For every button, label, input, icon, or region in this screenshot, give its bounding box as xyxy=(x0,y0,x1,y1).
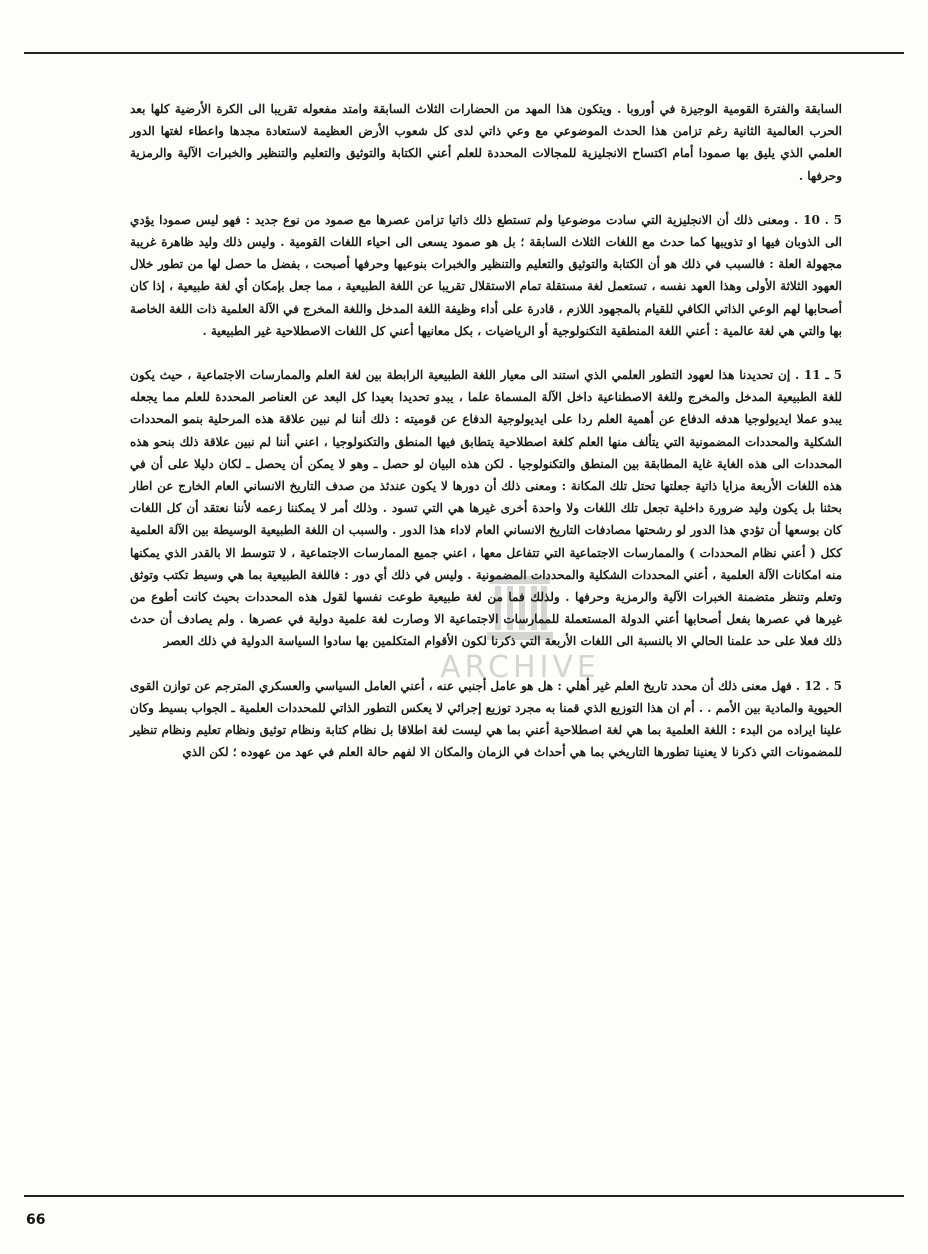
paragraph-intro: السابقة والفترة القومية الوجيزة في أوروبا . ويتكون هذا المهد من الحضارات الثلاث السابقة وامتد مفعوله تقريبا الى الكرة الأرضية كلها بعد الحرب العالمية الثانية رغم تزامن هذا الحدث الموضوعي مع وعي ذاتي لدى كل شعوب الأرض العظيمة لاستعادة مجدها واعطاء لغتها الدور العلمي الذي يليق بها صمودا أمام اكتساح الانجليزية للمجالات المحددة للعلم أعني الكتابة والتوثيق والتعليم والتنظير والخبرات الآلية والرمزية وحرفها . xyxy=(130,102,842,183)
paragraph-5-11: 5 ـ 11 . إن تحديدنا هذا لعهود التطور العلمي الذي استند الى معيار اللغة الطبيعية الرابطة بين لغة العلم والممارسات الاجتماعية ، حيث يكون للغة الطبيعية المدخل والمخرج وللغة الاصطناعية داخل الآلة المسماة علما ، يبدو تحديدا بعيدا كل البعد عن العناصر المحددة للعلم مما يجعله يبدو عملا ايديولوجيا هدفه الدفاع عن أهمية العلم ردا على ايديولوجية الدفاع عن قوميته : ذلك أننا لم نبين علاقة هذه المرحلية بنمو المحددات الشكلية والمحددات المضمونية التي يتألف منها العلم كلغة اصطلاحية يتطابق فيها المنطق والتكنولوجيا ، اعني أننا لم نبين علاقة ذلك بنحو هذه المحددات الى هذه الغاية غاية المطابقة بين المنطق والتكنولوجيا . لكن هذه البيان لو حصل ـ وهو لا يمكن أن يحصل ـ لكان دليلا على أن في هذه اللغات الأربعة مزايا ذاتية جعلتها تحتل تلك المكانة : ومعنى ذلك أن دورها لا يكون عندئذ من صدف التاريخ الانساني العام الخارج عن اطار بحثنا بل يكون وليد ضرورة داخلية تجعل تلك اللغات ولا واحدة أخرى غيرها هي التي تسود . وذلك أمر لا يمكننا زعمه لأننا نعتقد أن كل اللغات كان بوسعها أن تؤدي هذا الدور لو رشحتها مصادفات التاريخ الانساني العام لاداء هذا الدور . والسبب ان اللغة الطبيعية الوسيطة بين الآلة العلمية ككل ( أعني نظام المحددات ) والممارسات الاجتماعية التي تتفاعل معها ، اعني جميع الممارسات الاجتماعية ، لا تتوسط الا بالقدر الذي يمكنها منه امكانات الآلة العلمية ، أعني المحددات الشكلية والمحددات المضمونية . وليس في ذلك أي دور : فاللغة الطبيعية بما هي وسيط تكتب وتوثق وتعلم وتنظر متضمنة الخبرات الآلية والرمزية وحرفها . ولذلك فما من لغة طبيعية طوعت نفسها لقول هذه المحددات بحيث كانت أطوع من غيرها في عصرها بفعل أصحابها أعني الدولة المستعملة للممارسات الاجتماعية الا وصارت لغة علمية دولية في عصرها . ولم يصادف أن حدث ذلك فعلا على حد علمنا الحالي الا بالنسبة الى اللغات الأربعة التي ذكرنا لكون الأقوام المتكلمين بها سادوا السياسة الدولية في ذلك العصر xyxy=(130,368,842,649)
paragraph-5-12: 5 . 12 . فهل معنى ذلك أن محدد تاريخ العلم غير أهلي : هل هو عامل أجنبي عنه ، أعني العامل السياسي والعسكري المترجم عن توازن القوى الحيوية والمادية بين الأمم . . أم ان هذا التوزيع الذي قمنا به مجرد توزيع إجرائي لا يعكس التطور الذاتي للمحددات العلمية ـ الجواب بسيط وكان علينا ايراده من البدء : اللغة العلمية بما هي لغة اصطلاحية أعني بما هي ليست لغة اطلاقا بل نظام كتابة ونظام توثيق ونظام تعليم ونظام تنظير للمضمونات التي ذكرنا لا يعنينا تطورها التاريخي بما هي أحداث في الزمان والمكان الا لفهم حالة العلم في عهد من عهوده ؛ لكن الذي xyxy=(130,678,842,760)
page-number: 66 xyxy=(26,1212,46,1228)
header-rule xyxy=(24,52,904,54)
paragraph-5-10: 5 . 10 . ومعنى ذلك أن الانجليزية التي سادت موضوعيا ولم تستطع ذلك ذاتيا تزامن عصرها مع صمود من نوع جديد : فهو ليس صمودا يؤدي الى الذوبان فيها او تذويبها كما حدث مع اللغات الثلاث السابقة ؛ بل هو صمود يسعى الى احياء اللغات القومية . وليس ذلك وليد ظاهرة غريبة مجهولة العلة : فالسبب في ذلك هو أن الكتابة والتوثيق والتعليم والتنظير والخبرات بنوعيها وحرفها أصبحت ، بفضل ما حصل لها من تطور خلال العهود الثلاثة الأولى وهذا العهد نفسه ، تستعمل لغة مستقلة تمام الاستقلال تقريبا عن اللغة الطبيعية ، مما جعل بإمكان أي لغة طبيعية ، إذا كان أصحابها لهم الوعي الذاتي الكافي للقيام بالمجهود اللازم ، قادرة على أداء وظيفة اللغة المدخل واللغة المخرج في الآلة العلمية ذات اللغة الخاصة بها والتي هي لغة عالمية : أعني اللغة المنطقية التكنولوجية أو الرياضيات ، بكل معانيها أعني كل اللغات الاصطلاحية غير الطبيعية . xyxy=(130,212,842,338)
body-text xyxy=(130,98,842,763)
watermark-text: ARCHIVE xyxy=(440,650,600,685)
footer-rule xyxy=(24,1195,904,1197)
